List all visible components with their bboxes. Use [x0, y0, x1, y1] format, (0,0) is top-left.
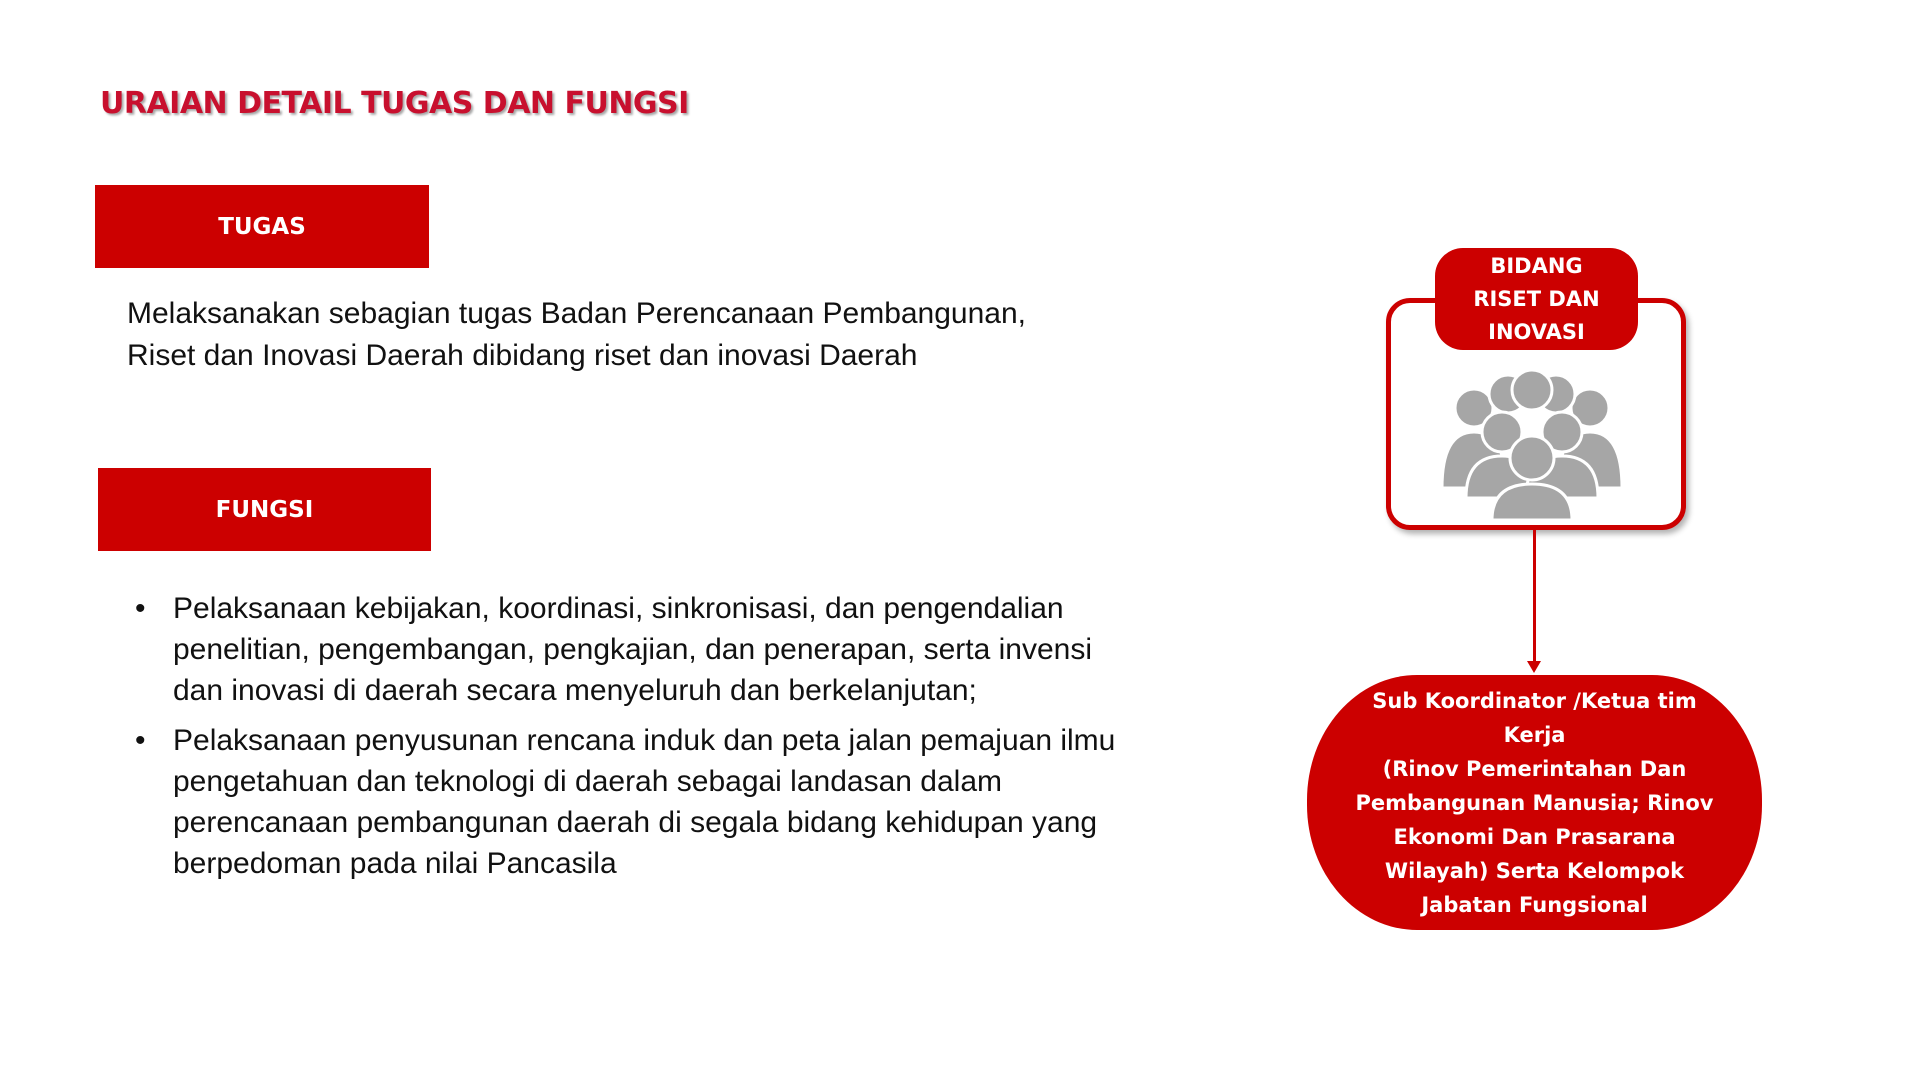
tugas-label-box — [95, 185, 429, 268]
arrow-down-icon — [1527, 661, 1541, 673]
tugas-line: Melaksanakan sebagian tugas Badan Perencanaan Pembangunan, — [127, 297, 1027, 330]
bullet-icon: • — [135, 592, 146, 625]
fungsi-item-text: Pelaksanaan penyusunan rencana induk dan peta jalan pemajuan ilmu pengetahuan dan teknologi di daerah sebagai landasan dalam perencanaan pembangunan daerah di segala bidang kehidupan yang berpedoman pada nilai Pancasila — [173, 724, 1116, 880]
sub-line: Ekonomi Dan Prasarana — [1393, 824, 1676, 849]
fungsi-label: FUNGSI — [215, 496, 314, 523]
bidang-header-line: RISET DAN — [1473, 286, 1600, 311]
fungsi-item — [130, 720, 1150, 884]
tugas-line: Riset dan Inovasi Daerah dibidang riset dan inovasi Daerah — [127, 339, 918, 372]
connector-line — [1533, 525, 1536, 663]
page-title: URAIAN DETAIL TUGAS DAN FUNGSI — [100, 86, 689, 121]
fungsi-label-box — [98, 468, 431, 551]
bullet-icon: • — [135, 724, 146, 757]
fungsi-list — [130, 588, 1150, 893]
fungsi-item — [130, 588, 1150, 711]
sub-line: Jabatan Fungsional — [1421, 892, 1648, 917]
sub-line: Wilayah) Serta Kelompok — [1384, 858, 1685, 883]
people-group-icon — [1430, 370, 1634, 520]
tugas-label: TUGAS — [218, 213, 306, 240]
bidang-header-line: BIDANG — [1490, 253, 1583, 278]
tugas-description — [127, 293, 1087, 377]
fungsi-item-text: Pelaksanaan kebijakan, koordinasi, sinkronisasi, dan pengendalian penelitian, pengembangan, pengkajian, dan penerapan, serta invensi dan inovasi di daerah secara menyeluruh dan berkelanjutan; — [173, 592, 1093, 707]
sub-koordinator-node — [1307, 675, 1762, 930]
sub-line: Pembangunan Manusia; Rinov — [1355, 790, 1714, 815]
bidang-header — [1435, 248, 1638, 350]
sub-line: Kerja — [1503, 722, 1566, 747]
sub-line: Sub Koordinator /Ketua tim — [1372, 688, 1697, 713]
bidang-header-line: INOVASI — [1488, 319, 1585, 344]
sub-line: (Rinov Pemerintahan Dan — [1382, 756, 1687, 781]
